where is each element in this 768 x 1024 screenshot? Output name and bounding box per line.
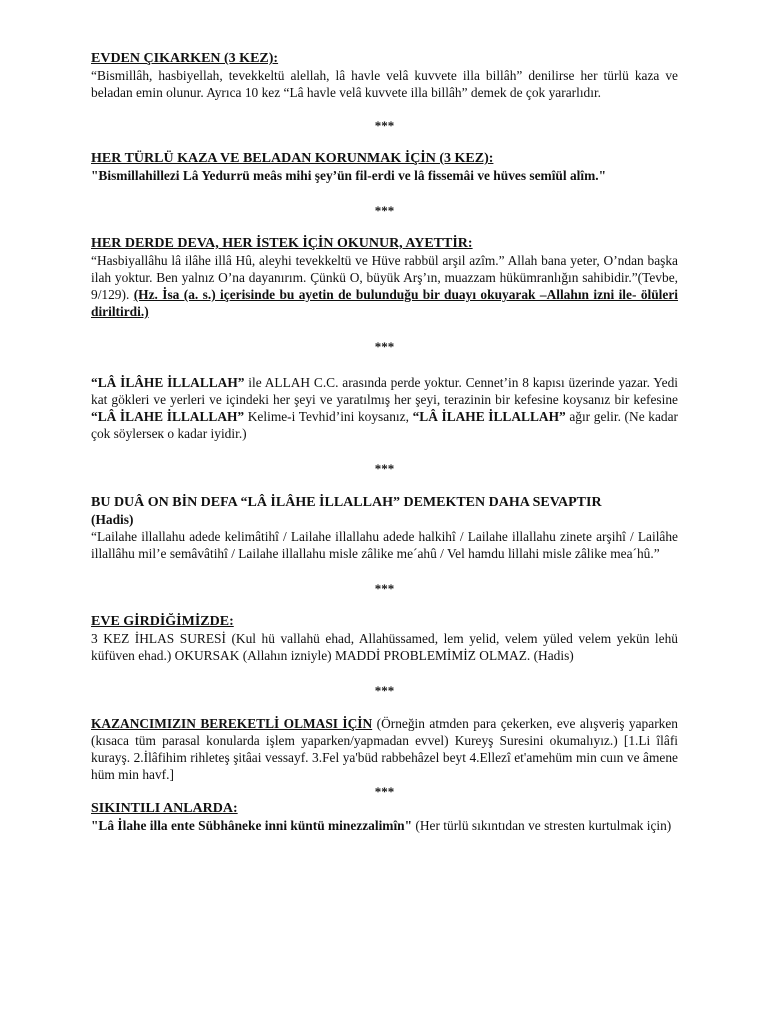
separator: ***	[374, 118, 395, 133]
paragraph-hard-times	[91, 817, 678, 834]
blessed-earnings-text: (Örneğin atmden para çekerken, eve alışveriş yaparken (kısaca tüm parasal konularda işlem yaparken/yapmadan evvel) Kureyş Suresini okumalıyız.) [1.Li îlâfi kurayş. 2.İlâfihim rihleteş şitâai vessayf. 3.Fel ya'büd rabbehâzel beyt 4.Ellezî et'amehüm min cuın ve âmene hüm min havf.]	[91, 716, 678, 782]
paragraph-blessed-earnings	[91, 715, 678, 783]
separator: ***	[374, 784, 395, 799]
separator: ***	[374, 203, 395, 218]
heading-protection: HER TÜRLÜ KAZA VE BELADAN KORUNMAK İÇİN (3 KEZ):	[91, 151, 494, 166]
separator: ***	[374, 683, 395, 698]
heading-leaving-home: EVDEN ÇIKARKEN (3 KEZ):	[91, 51, 279, 66]
heading-every-trouble: HER DERDE DEVA, HER İSTEK İÇİN OKUNUR, AYETTİR:	[91, 236, 473, 251]
ayah-note: (Hz. İsa (a. s.) içerisinde bu ayetin de bulunduğu bir duayı okuyarak –Allahın izni ile- ölüleri diriltirdi.)	[91, 287, 679, 319]
tawhid-phrase-2: “LÂ İLAHE İLLALLAH”	[91, 409, 245, 424]
hard-times-dua: "Lâ İlahe illa ente Sübhâneke inni küntü minezzalimîn"	[91, 818, 413, 833]
hard-times-text: (Her türlü sıkıntıdan ve stresten kurtulmak için)	[412, 818, 672, 833]
paragraph-leaving-home: “Bismillâh, hasbiyellah, tevekkeltü alellah, lâ havle velâ kuvvete illa billâh” denilirse her türlü kaza ve beladan emin olunur. Ayrıca 10 kez “Lâ havle velâ kuvvete illa billâh” demek de çok yararlıdır.	[91, 68, 678, 100]
document-page	[91, 50, 678, 834]
tawhid-text-1: ile ALLAH C.C. arasında perde yoktur. Cennet’in 8 kapısı üzerinde yazar. Yedi kat gökleri ve yerleri ve içindeki her şeyi ve yaratılmış her şeyi, terazinin bir kefesine koysanız bir kefesine	[91, 375, 678, 407]
paragraph-every-trouble	[91, 252, 678, 320]
heading-entering-home: EVE GİRDİĞİMİZDE:	[91, 614, 234, 629]
heading-ten-thousand: BU DUÂ ON BİN DEFA “LÂ İLÂHE İLLALLAH” DEMEKTEN DAHA SEVAPTIR	[91, 495, 602, 510]
ayah-text: “Hasbiyallâhu lâ ilâhe illâ Hû, aleyhi tevekkeltü ve Hüve rabbül arşil azîm.” Allah bana yeter, O’ndan başka ilah yoktur. Ben yalnız O’na dayanırım. Çünkü O, büyük Arş’ın, muazzam hükümranlığın sahibidir.”(Tevbe, 9/129).	[91, 253, 678, 302]
paragraph-entering-home: 3 KEZ İHLAS SURESİ (Kul hü vallahü ehad, Allahüssamed, lem yelid, velem yüled velem yekün lehü küfüven ehad.) OKURSAK (Allahın izniyle) MADDİ PROBLEMİMİZ OLMAZ. (Hadis)	[91, 631, 678, 663]
tawhid-text-3: ağır gelir. (Ne kadar çok söylerseк o kadar iyidir.)	[91, 409, 679, 441]
heading-hard-times: SIKINTILI ANLARDA:	[91, 801, 238, 816]
tawhid-phrase-3: “LÂ İLAHE İLLALLAH”	[412, 409, 566, 424]
separator: ***	[374, 461, 395, 476]
paragraph-protection: "Bismillahillezi Lâ Yedurrü meâs mihi şey’ün fil-erdi ve lâ fissemâi ve hüves semîül alîm."	[91, 168, 607, 183]
hadis-label: (Hadis)	[91, 512, 134, 527]
heading-blessed-earnings: KAZANCIMIZIN BEREKETLİ OLMASI İÇİN	[91, 716, 373, 731]
separator: ***	[374, 339, 395, 354]
separator: ***	[374, 581, 395, 596]
paragraph-tawhid	[91, 374, 678, 442]
tawhid-text-2: Kelime-i Tevhid’ini koysanız,	[244, 409, 413, 424]
paragraph-dua: “Lailahe illallahu adede kelimâtihî / Lailahe illallahu adede halkihî / Lailahe illallahu zinete arşihî / Lailâhe illallâhu mil’e semâvâtihî / Lailahe illallahu misle zâlike me´ahû / Vel hamdu lillahi misle zâlike mea´hû.”	[91, 529, 678, 561]
tawhid-phrase-1: “LÂ İLÂHE İLLALLAH”	[91, 375, 245, 390]
